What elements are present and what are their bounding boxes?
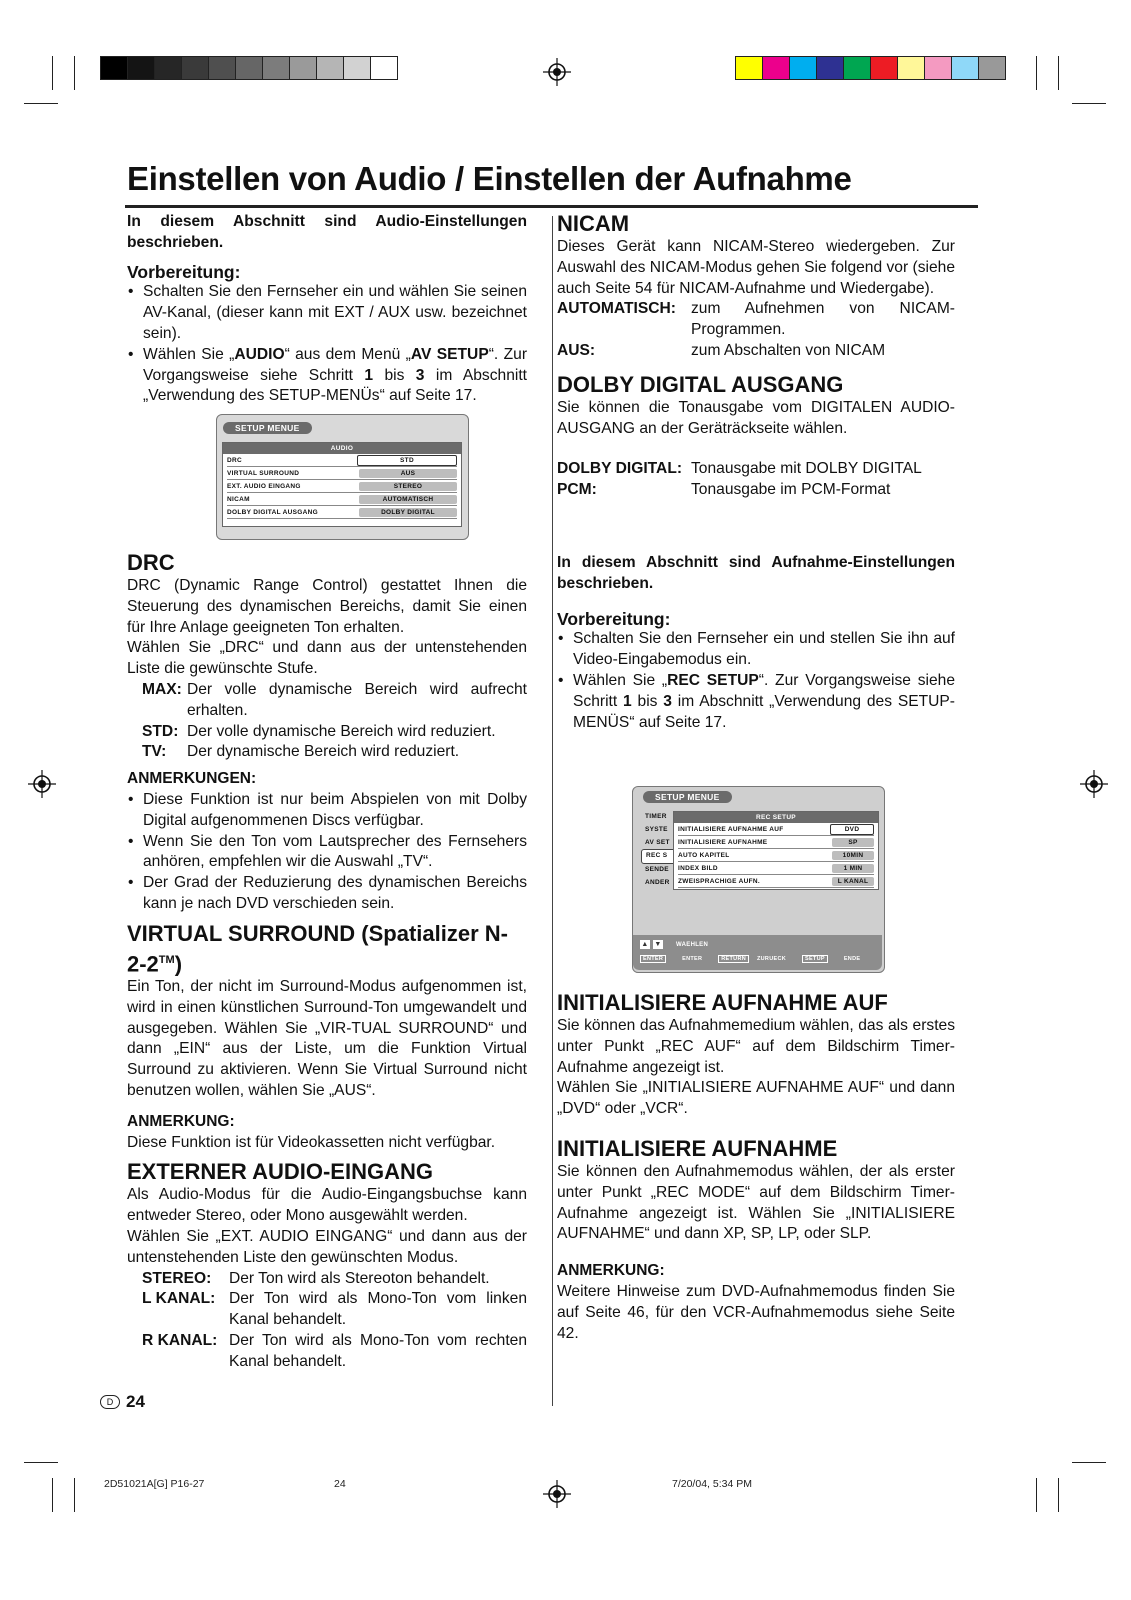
osd-setting-row[interactable]	[227, 506, 457, 519]
color-swatch	[182, 57, 209, 79]
vs-note-text: Diese Funktion ist für Videokassetten nicht verfügbar.	[127, 1133, 496, 1151]
enter-key: ENTER	[640, 955, 666, 963]
osd-setting-row[interactable]	[678, 836, 874, 849]
return-hint: ZURUECK	[757, 956, 786, 962]
color-swatch	[871, 57, 898, 79]
osd-setting-label: INITIALISIERE AUFNAHME	[678, 838, 768, 846]
ext-audio-text-2: Wählen Sie „EXT. AUDIO EINGANG“ und dann aus der untenstehenden Liste den gewünschten Modus.	[127, 1228, 527, 1266]
ext-rkanal-def: R KANAL: Der Ton wird als Mono-Ton vom rechten Kanal behandelt.	[142, 1332, 527, 1370]
side-menu-item[interactable]: SYSTE	[645, 825, 668, 833]
page-number-block	[100, 1392, 145, 1412]
osd-setting-label: NICAM	[227, 495, 250, 503]
rec-setup-panel	[673, 811, 879, 890]
color-swatch	[101, 57, 128, 79]
osd-help-bar	[633, 935, 882, 970]
osd-setting-row[interactable]	[227, 493, 457, 506]
list-item: • Diese Funktion ist nur beim Abspielen von mit Dolby Digital aufgenommenen Discs verfügbar.	[127, 790, 527, 832]
side-menu-item[interactable]: AV SET	[645, 838, 670, 846]
grayscale-color-bar	[100, 56, 398, 80]
enter-hint: ENTER	[682, 956, 703, 962]
side-menu-item[interactable]: REC S	[641, 849, 681, 864]
ext-audio-heading: EXTERNER AUDIO-EINGANG	[127, 1159, 433, 1185]
osd-setting-row[interactable]	[678, 823, 874, 836]
osd-setting-row[interactable]	[678, 875, 874, 888]
osd-setting-value[interactable]: AUS	[359, 469, 457, 478]
color-swatch	[209, 57, 236, 79]
osd-setting-value[interactable]: 10MIN	[832, 851, 874, 860]
list-item: • Der Grad der Reduzierung des dynamischen Bereichs kann je nach DVD verschieden sein.	[127, 873, 527, 915]
osd-setting-row[interactable]	[227, 480, 457, 493]
setup-key: SETUP	[802, 955, 828, 963]
footer-timestamp: 7/20/04, 5:34 PM	[672, 1478, 752, 1490]
panel-header: REC SETUP	[674, 812, 878, 823]
color-swatch	[128, 57, 155, 79]
color-swatch	[317, 57, 344, 79]
registration-mark-icon	[543, 1480, 571, 1508]
osd-setting-value[interactable]: STD	[357, 455, 457, 466]
color-swatch	[925, 57, 952, 79]
drc-max-def: MAX: Der volle dynamische Bereich wird aufrecht erhalten.	[142, 680, 527, 719]
select-hint: WAEHLEN	[676, 941, 709, 948]
color-swatch	[763, 57, 790, 79]
color-swatch	[817, 57, 844, 79]
list-item: • Schalten Sie den Fernseher ein und wählen Sie seinen AV-Kanal, (dieser kann mit EXT / AUX usw. bezeichnet sein).	[127, 282, 527, 344]
setup-menu-tab: SETUP MENUE	[643, 791, 732, 803]
color-swatch	[290, 57, 317, 79]
side-menu-item[interactable]: ANDER	[645, 878, 670, 886]
drc-tv-def: TV: Der dynamische Bereich wird reduziert.	[142, 743, 460, 761]
osd-setting-value[interactable]: 1 MIN	[832, 864, 874, 873]
osd-setting-row[interactable]	[678, 862, 874, 875]
osd-setting-label: AUTO KAPITEL	[678, 851, 730, 859]
prep-list	[127, 282, 527, 407]
osd-setting-label: VIRTUAL SURROUND	[227, 469, 300, 477]
side-menu-item[interactable]: TIMER	[645, 813, 667, 820]
ext-audio-text: Als Audio-Modus für die Audio-Eingangsbuchse kann entweder Stereo, oder Mono ausgewählt werden.	[127, 1186, 527, 1225]
drc-heading: DRC	[127, 550, 175, 575]
osd-setting-value[interactable]: DOLBY DIGITAL	[359, 508, 457, 517]
init-heading: INITIALISIERE AUFNAHME	[557, 1135, 838, 1161]
rec-setup-screen	[632, 786, 885, 973]
color-swatch	[952, 57, 979, 79]
registration-mark-icon	[543, 58, 571, 86]
dolby-dd-def: DOLBY DIGITAL: Tonausgabe mit DOLBY DIGITAL	[557, 460, 922, 478]
color-swatch	[898, 57, 925, 79]
virtual-surround-text: Ein Ton, der nicht im Surround-Modus aufgenommen ist, wird in einen künstlichen Surround-Ton umgewandelt und ausgegeben. Wählen Sie „VIR-TUAL SURROUND“ und dann „EIN“ aus der Liste, um die Funktion Virtual Surround zu aktivieren. Wenn Sie Virtual Surround nicht benutzen wollen, wählen Sie „AUS“.	[127, 978, 527, 1100]
osd-setting-row[interactable]	[227, 467, 457, 480]
language-badge: D	[100, 1395, 120, 1409]
osd-setting-value[interactable]: L KANAL	[832, 877, 874, 886]
color-swatch	[790, 57, 817, 79]
title-rule	[125, 205, 978, 208]
osd-setting-row[interactable]	[678, 849, 874, 862]
nicam-auto-def: AUTOMATISCH: zum Aufnehmen von NICAM-Programmen.	[557, 300, 955, 339]
init-auf-text-2: Wählen Sie „INITIALISIERE AUFNAHME AUF“ und dann „DVD“ oder „VCR“.	[557, 1079, 955, 1118]
nicam-aus-def: AUS: zum Abschalten von NICAM	[557, 341, 886, 359]
color-swatch	[736, 57, 763, 79]
color-swatch	[979, 57, 1005, 79]
registration-mark-icon	[28, 770, 56, 798]
audio-panel	[222, 442, 462, 527]
audio-lead: In diesem Abschnitt sind Audio-Einstellungen beschrieben.	[127, 213, 527, 251]
osd-setting-label: DRC	[227, 456, 242, 464]
audio-setup-screen	[216, 414, 469, 540]
color-swatch	[236, 57, 263, 79]
arrow-down-icon: ▼	[654, 941, 662, 948]
ext-stereo-def: STEREO: Der Ton wird als Stereoton behandelt.	[142, 1269, 490, 1287]
rec-settings-list	[674, 823, 878, 888]
drc-text-2: Wählen Sie „DRC“ und dann aus der untenstehenden Liste die gewünschte Stufe.	[127, 639, 527, 678]
nicam-text: Dieses Gerät kann NICAM-Stereo wiedergeben. Zur Auswahl des NICAM-Modus gehen Sie folgend vor (siehe auch Seite 54 für NICAM-Aufnahme und Wiedergabe).	[557, 238, 955, 297]
osd-setting-label: INITIALISIERE AUFNAHME AUF	[678, 825, 784, 833]
init-text: Sie können den Aufnahmemodus wählen, der als erster unter Punkt „REC MODE“ auf dem Bildschirm Timer-Aufnahme angezeigt ist. Wählen Sie „INITIALISIERE AUFNAHME“ und dann XP, SP, LP, oder SLP.	[557, 1162, 955, 1243]
osd-setting-value[interactable]: STEREO	[359, 482, 457, 491]
rec-prep-list	[557, 629, 955, 733]
arrow-up-icon: ▲	[641, 941, 649, 948]
color-swatch	[344, 57, 371, 79]
panel-header: AUDIO	[223, 443, 461, 454]
rec-prep-heading: Vorbereitung:	[557, 608, 671, 629]
rec-note-heading: ANMERKUNG:	[557, 1262, 665, 1280]
drc-text: DRC (Dynamic Range Control) gestattet Ihnen die Steuerung des dynamischen Bereichs, damit Sie einen für Ihre Anlage geeigneten Ton erhalten.	[127, 577, 527, 636]
right-column	[557, 211, 955, 733]
osd-setting-label: ZWEISPRACHIGE AUFN.	[678, 877, 761, 885]
left-column	[127, 212, 527, 407]
dolby-heading: DOLBY DIGITAL AUSGANG	[557, 371, 844, 397]
prep-heading: Vorbereitung:	[127, 261, 241, 282]
list-item: • Schalten Sie den Fernseher ein und stellen Sie ihn auf Video-Eingabemodus ein.	[557, 629, 955, 671]
ext-lkanal-def: L KANAL: Der Ton wird als Mono-Ton vom linken Kanal behandelt.	[142, 1290, 527, 1329]
page-number: 24	[126, 1392, 145, 1411]
process-color-bar	[735, 56, 1006, 80]
drc-std-def: STD: Der volle dynamische Bereich wird reduziert.	[142, 722, 496, 740]
rec-lead: In diesem Abschnitt sind Aufnahme-Einstellungen beschrieben.	[557, 553, 955, 592]
left-column-lower	[127, 550, 527, 1373]
footer-page: 24	[334, 1478, 346, 1490]
virtual-surround-heading: VIRTUAL SURROUND (Spatializer N-2-2™)	[127, 920, 508, 977]
audio-settings-list	[223, 454, 461, 519]
osd-setting-label: DOLBY DIGITAL AUSGANG	[227, 508, 318, 516]
dolby-pcm-def: PCM: Tonausgabe im PCM-Format	[557, 481, 891, 499]
osd-setting-row[interactable]	[227, 454, 457, 467]
osd-setting-value[interactable]: SP	[832, 838, 874, 847]
registration-mark-icon	[1080, 770, 1108, 798]
init-auf-heading: INITIALISIERE AUFNAHME AUF	[557, 990, 888, 1015]
setup-hint: ENDE	[843, 956, 861, 962]
list-item: • Wählen Sie „REC SETUP“. Zur Vorgangsweise siehe Schritt 1 bis 3 im Abschnitt „Verwendung des SETUP-MENÜS“ auf Seite 17.	[557, 671, 955, 733]
color-swatch	[155, 57, 182, 79]
setup-menu-tab: SETUP MENUE	[223, 422, 312, 434]
osd-setting-label: EXT. AUDIO EINGANG	[227, 482, 301, 490]
osd-setting-value[interactable]: DVD	[830, 824, 874, 835]
side-menu-item[interactable]: SENDE	[645, 866, 669, 874]
footer-job-code: 2D51021A[G] P16-27	[104, 1478, 205, 1490]
color-swatch	[263, 57, 290, 79]
notes-list	[127, 790, 527, 915]
init-auf-text: Sie können das Aufnahmemedium wählen, das als erstes unter Punkt „REC AUF“ auf dem Bildschirm Timer-Aufnahme angezeigt ist.	[557, 1017, 955, 1076]
osd-setting-value[interactable]: AUTOMATISCH	[359, 495, 457, 504]
color-swatch	[844, 57, 871, 79]
return-key: RETURN	[718, 955, 749, 963]
list-item: • Wählen Sie „AUDIO“ aus dem Menü „AV SETUP“. Zur Vorgangsweise siehe Schritt 1 bis 3 im Abschnitt „Verwendung des SETUP-MENÜs“ auf Seite 17.	[127, 345, 527, 407]
page-title: Einstellen von Audio / Einstellen der Aufnahme	[127, 160, 852, 197]
list-item: • Wenn Sie den Ton vom Lautsprecher des Fernsehers anhören, empfehlen wir die Auswahl „TV“.	[127, 832, 527, 874]
osd-setting-label: INDEX BILD	[678, 864, 718, 872]
nicam-heading: NICAM	[557, 211, 630, 236]
rec-note-text: Weitere Hinweise zum DVD-Aufnahmemodus finden Sie auf Seite 46, für den VCR-Aufnahmemodus siehe Seite 42.	[557, 1282, 955, 1342]
color-swatch	[371, 57, 397, 79]
column-divider	[552, 216, 553, 1406]
notes-heading: ANMERKUNGEN:	[127, 770, 257, 788]
dolby-text: Sie können die Tonausgabe vom DIGITALEN AUDIO-AUSGANG an der Geräträckseite wählen.	[557, 398, 955, 437]
right-column-lower	[557, 990, 955, 1344]
vs-note-heading: ANMERKUNG:	[127, 1112, 235, 1130]
